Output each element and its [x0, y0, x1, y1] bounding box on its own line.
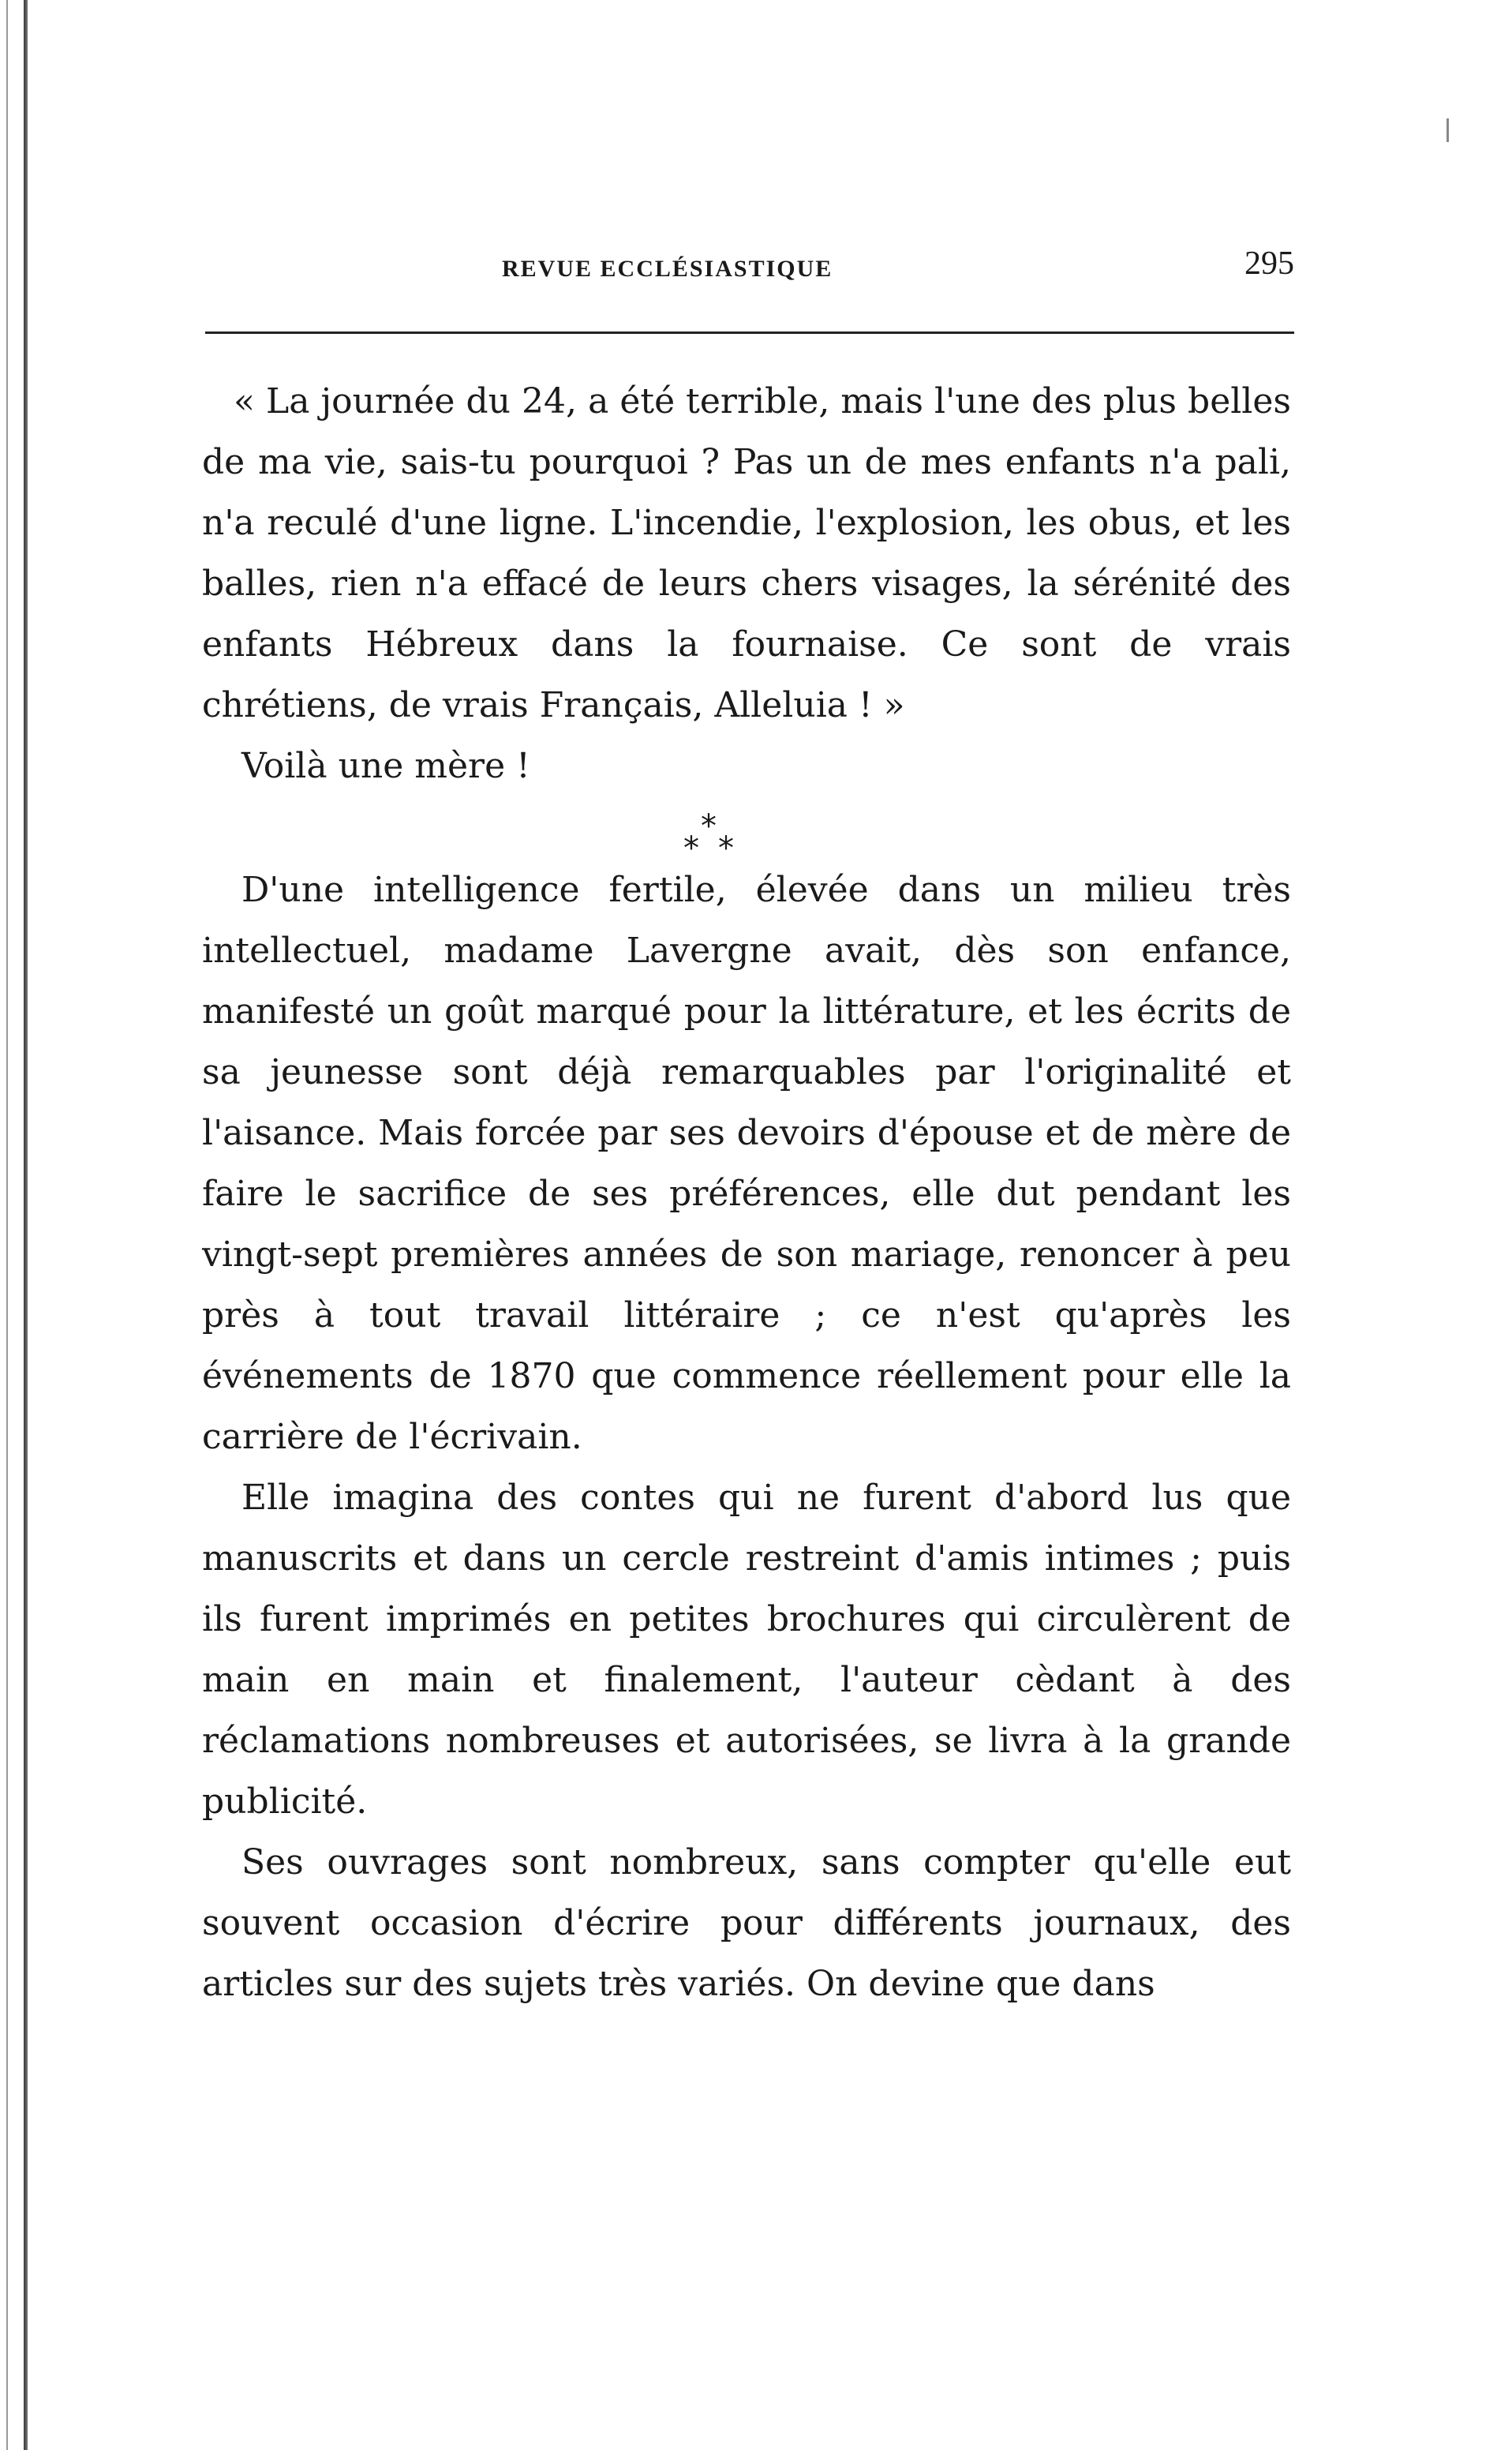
asterism-separator	[202, 796, 1291, 867]
page-number: 295	[1244, 245, 1294, 282]
paragraph-ouvrages: Ses ouvrages sont nombreux, sans compter qu'elle eut souvent occasion d'écrire pour différents journaux, des articles sur des sujets très variés. On devine que dans	[202, 1842, 1291, 2004]
stray-mark	[1447, 118, 1449, 142]
header-rule	[205, 332, 1294, 334]
page-body	[202, 371, 1291, 2014]
page-edge-line	[6, 0, 8, 2450]
binding-edge	[24, 0, 28, 2450]
paragraph-exclamation: Voilà une mère !	[241, 746, 530, 786]
running-title: REVUE ECCLÉSIASTIQUE	[502, 256, 833, 282]
running-head	[202, 245, 1294, 292]
asterism-star: *	[718, 830, 734, 867]
asterism-star: *	[701, 808, 717, 845]
paragraph-intelligence: D'une intelligence fertile, élevée dans un milieu très intellectuel, madame Lavergne avait, dès son enfance, manifesté un goût marqué pour la littérature, et les écrits de sa jeunesse sont déjà remarquables par l'originalité et l'aisance. Mais forcée par ses devoirs d'épouse et de mère de faire le sacrifice de ses préférences, elle dut pendant les vingt-sept premières années de son mariage, renoncer à peu près à tout travail littéraire ; ce n'est qu'après les événements de 1870 que commence réellement pour elle la carrière de l'écrivain.	[202, 870, 1291, 1457]
asterism-star: *	[683, 830, 699, 867]
paragraph-quote: « La journée du 24, a été terrible, mais l'une des plus belles de ma vie, sais-tu pourquoi ? Pas un de mes enfants n'a pali, n'a reculé d'une ligne. L'incendie, l'explosion, les obus, et les balles, rien n'a effacé de leurs chers visages, la sérénité des enfants Hébreux dans la fournaise. Ce sont de vrais chrétiens, de vrais Français, Alleluia ! »	[202, 381, 1291, 725]
paragraph-contes: Elle imagina des contes qui ne furent d'abord lus que manuscrits et dans un cercle restreint d'amis intimes ; puis ils furent imprimés en petites brochures qui circulèrent de main en main et finalement, l'auteur cèdant à des réclamations nombreuses et autorisées, se livra à la grande publicité.	[202, 1478, 1291, 1822]
